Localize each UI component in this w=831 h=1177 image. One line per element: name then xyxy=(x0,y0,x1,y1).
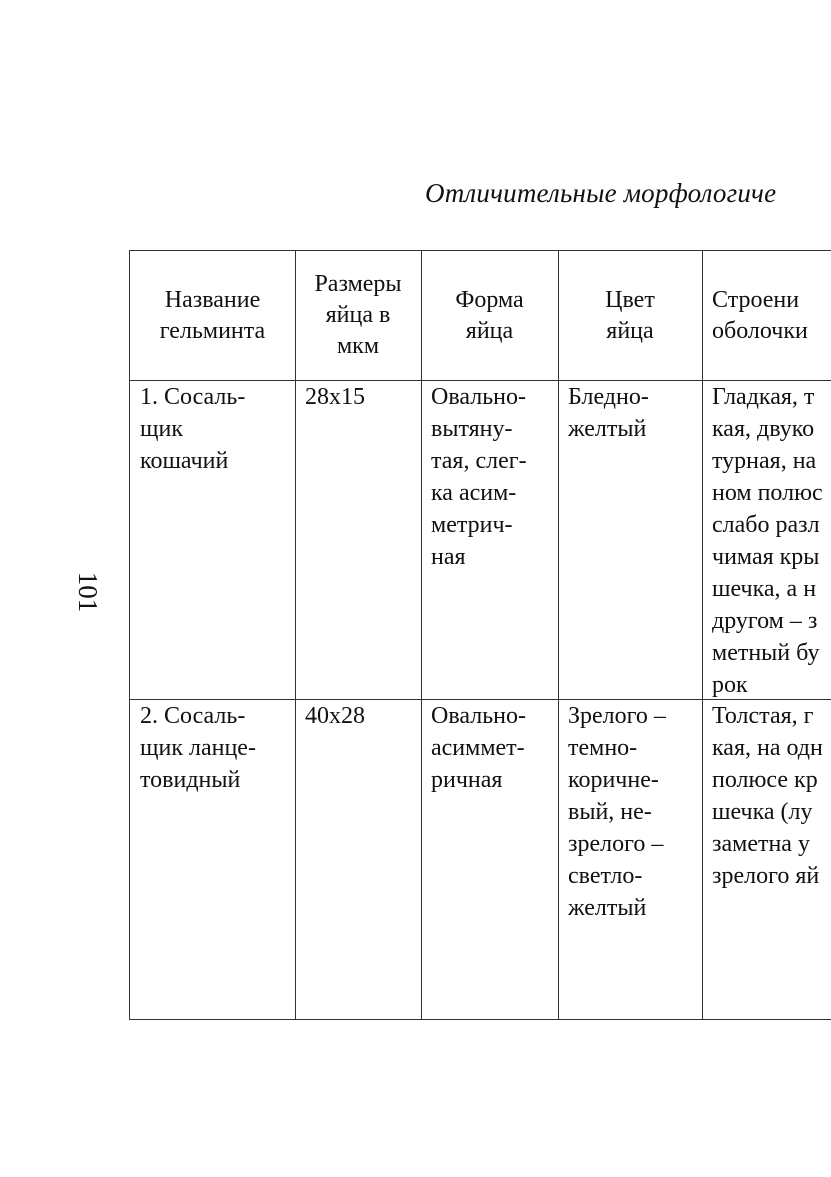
row1-egg-size: 28х15 xyxy=(305,384,365,410)
row1-egg-shape: Овально- вытяну- тая, слег- ка асим- метрич- ная xyxy=(431,384,527,570)
header-egg-color: Цвет яйца xyxy=(605,286,655,344)
header-helminth-name: Название гельминта xyxy=(159,286,266,344)
row2-helminth-name: 2. Сосаль- щик ланце- товидный xyxy=(140,703,256,793)
header-egg-shape: Форма яйца xyxy=(455,286,524,344)
row2-egg-shape: Овально- асиммет- ричная xyxy=(431,703,526,793)
row2-shell-structure: Толстая, г кая, на одн полюсе кр шечка (лу заметна у зрелого яй xyxy=(712,703,823,889)
row1-egg-color: Бледно- желтый xyxy=(568,384,649,442)
page-title: Отличительные морфологиче xyxy=(425,178,777,208)
helminth-egg-table xyxy=(129,250,831,1020)
header-shell-structure: Строени оболочки xyxy=(712,286,808,344)
row2-egg-color: Зрелого – темно- коричне- вый, не- зрелого – светло- желтый xyxy=(568,703,666,921)
row1-helminth-name: 1. Сосаль- щик кошачий xyxy=(140,384,246,474)
page-number: 101 xyxy=(73,571,103,613)
row1-shell-structure: Гладкая, т кая, двуко турная, на ном полюс слабо разл чимая кры шечка, а н другом – з метный бу рок xyxy=(712,384,823,698)
header-egg-size: Размеры яйца в мкм xyxy=(314,271,402,359)
row2-egg-size: 40х28 xyxy=(305,703,365,729)
